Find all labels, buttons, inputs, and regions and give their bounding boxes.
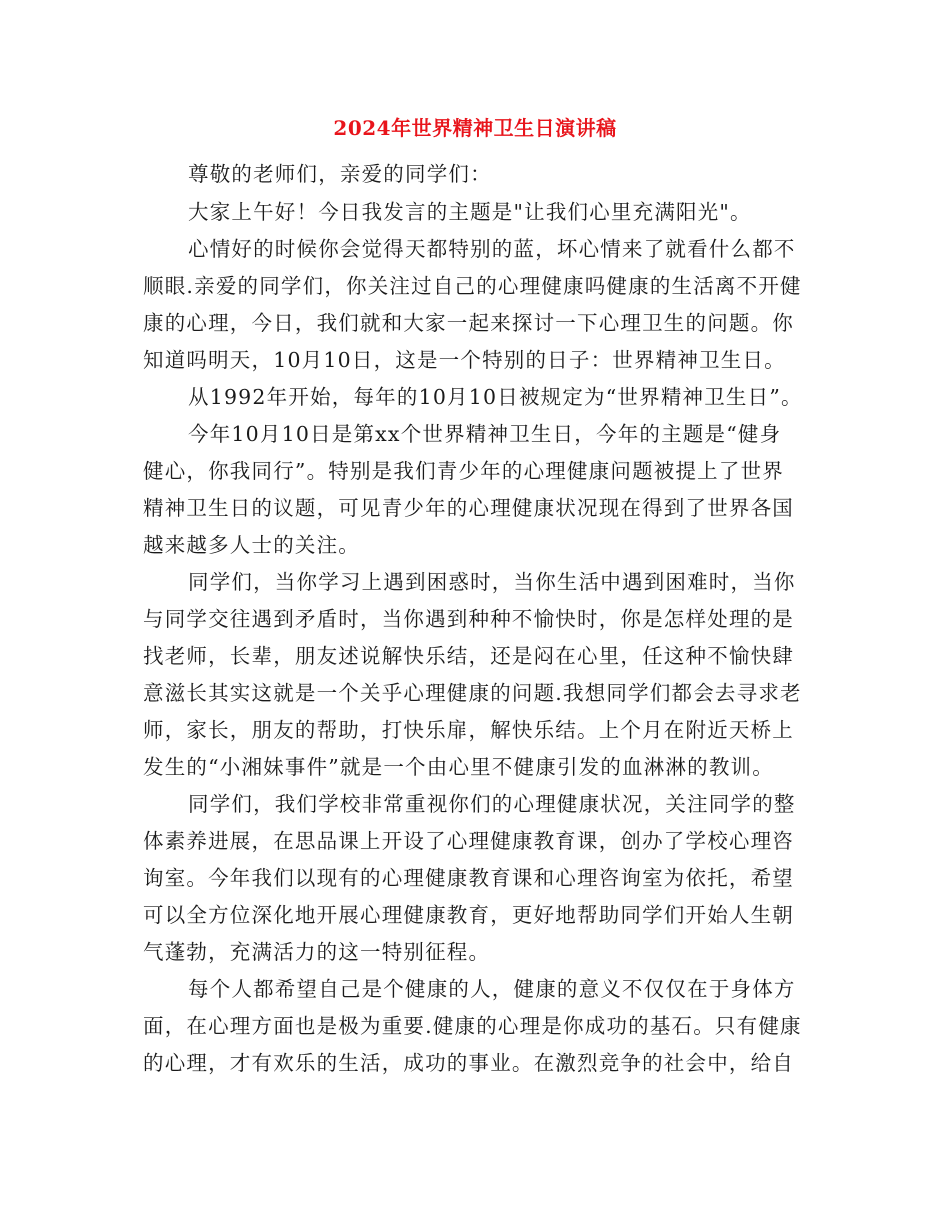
text-line-opening: 大家上午好！今日我发言的主题是"让我们心里充满阳光"。 xyxy=(188,200,752,224)
text-line: 发生的“小湘妹事件”就是一个由心里不健康引发的血淋淋的教训。 xyxy=(143,755,774,779)
text-line: 体素养进展，在思品课上开设了心理健康教育课，创办了学校心理咨 xyxy=(143,829,794,853)
text-line: 与同学交往遇到矛盾时，当你遇到种种不愉快时，你是怎样处理的是 xyxy=(143,607,794,631)
text-line: 找老师，长辈，朋友述说解快乐结，还是闷在心里，任这种不愉快肆 xyxy=(143,644,794,668)
text-line: 面，在心理方面也是极为重要.健康的心理是你成功的基石。只有健康 xyxy=(143,1014,802,1038)
text-line: 顺眼.亲爱的同学们，你关注过自己的心理健康吗健康的生活离不开健 xyxy=(143,274,802,298)
text-line: 越来越多人士的关注。 xyxy=(143,533,360,557)
text-line: 询室。今年我们以现有的心理健康教育课和心理咨询室为依托，希望 xyxy=(143,866,794,890)
text-line: 健心，你我同行”。特别是我们青少年的心理健康问题被提上了世界 xyxy=(143,459,784,483)
text-line: 精神卫生日的议题，可见青少年的心理健康状况现在得到了世界各国 xyxy=(143,496,794,520)
text-line: 的心理，才有欢乐的生活，成功的事业。在激烈竞争的社会中，给自 xyxy=(143,1051,794,1075)
text-line: 同学们，我们学校非常重视你们的心理健康状况，关注同学的整 xyxy=(188,792,796,816)
text-line: 同学们，当你学习上遇到困惑时，当你生活中遇到困难时，当你 xyxy=(188,570,796,594)
text-line: 师，家长，朋友的帮助，打快乐扉，解快乐结。上个月在附近天桥上 xyxy=(143,718,794,742)
text-line: 从1992年开始，每年的10月10日被规定为“世界精神卫生日”。 xyxy=(188,385,803,409)
text-line: 知道吗明天，10月10日，这是一个特别的日子：世界精神卫生日。 xyxy=(143,348,786,372)
text-line: 康的心理，今日，我们就和大家一起来探讨一下心理卫生的问题。你 xyxy=(143,311,794,335)
text-line: 今年10月10日是第xx个世界精神卫生日，今年的主题是“健身 xyxy=(188,422,782,446)
text-line-greeting: 尊敬的老师们，亲爱的同学们： xyxy=(188,162,492,186)
text-line: 意滋长其实这就是一个关乎心理健康的问题.我想同学们都会去寻求老 xyxy=(143,681,802,705)
text-line: 心情好的时候你会觉得天都特别的蓝，坏心情来了就看什么都不 xyxy=(188,237,796,261)
text-line: 气蓬勃，充满活力的这一特别征程。 xyxy=(143,940,491,964)
text-line: 可以全方位深化地开展心理健康教育，更好地帮助同学们开始人生朝 xyxy=(143,903,794,927)
document-title: 2024年世界精神卫生日演讲稿 xyxy=(333,116,617,140)
text-line: 每个人都希望自己是个健康的人，健康的意义不仅仅在于身体方 xyxy=(188,977,796,1001)
